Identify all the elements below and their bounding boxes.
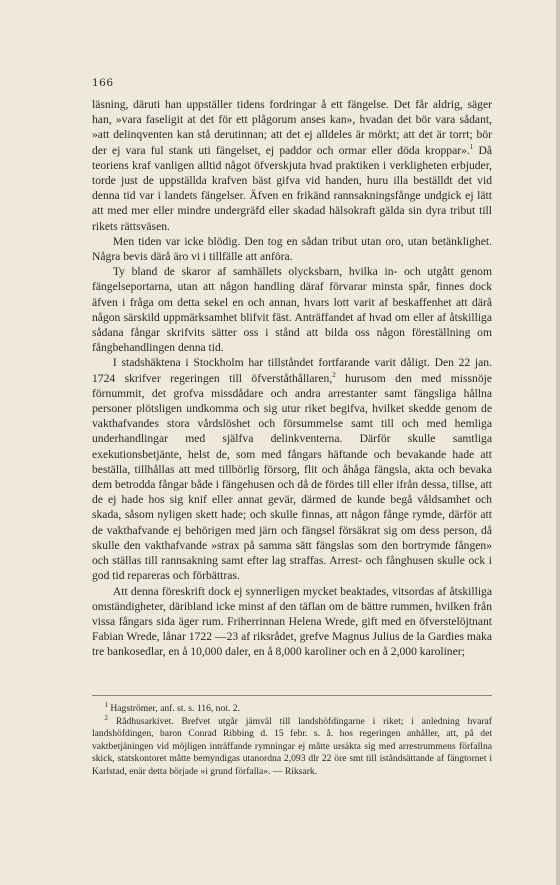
- footnote-1-text: Hagströmer, anf. st. s. 116, not. 2.: [107, 703, 240, 714]
- page-number: 166: [92, 77, 114, 89]
- footnote-divider: [92, 695, 492, 696]
- paragraph-1-continued: Då teoriens kraf vanligen alltid något öfverskjuta hvad praktiken i verkligheten erbjuder, torde just de uppställda krafven bäst gifva vid handen, huru illa beställdt det vid denna tid var i landets fängelser. Äfven en frikänd rannsakningsfånge undgick ej lätt att med mer eller mindre undergräfd eller skadad hälsokraft gälda sin dyra tribut till rikets rättsväsen.: [92, 143, 493, 233]
- footnotes: [92, 700, 492, 779]
- paragraph-2: Men tiden var icke blödig. Den tog en sådan tribut utan oro, utan betänklighet. Några bevis därå äro vi i tillfälle att anföra.: [92, 234, 492, 264]
- paragraph-1-text: läsning, däruti han uppställer tidens fordringar å ett fängelse. Det får aldrig, säger han, »vara faseligit at det för ett plågorum anses kan», hvadan det bör vara sådant, »att delinqventen kan stå derutinnan; att det ej alldeles är mörkt; att det är torrt; bör der ej vara ful stank uti fängelset, ej paddor och ormar eller döda kroppar».: [92, 98, 492, 157]
- paragraph-4: [92, 355, 492, 583]
- paragraph-1: [92, 97, 492, 234]
- paragraph-4-text: I stadshäktena i Stockholm har tillståndet fortfarande varit dåligt. Den 22 jan. 1724 skrifver regeringen till öfverståthållaren,: [92, 356, 492, 385]
- paragraph-4-continued: hurusom den med missnöje förnummit, det grofva missdådare och andra arrestanter samt fängsliga hållna personer plötsligen undkomma och sig utur riket begifva, hvilket skedde genom de vakthafvandes stora vårdslöshet och försummelse samt till och med hemliga underhandlingar med själfva delinkventerna. Därför skulle samtliga exekutionsbetjänte, helst de, som med fångars häftande och bevakande hade att beställa, tillhållas att med tillbörlig försorg, flit och åhåga fängsla, akta och bevaka dem betrodda fångar både i fängehusen och då de fördes till eller ifrån dessa, tillse, att de ej hade hos sig knif eller annat gevär, därmed de kunde begå våldsamhet och skada, såsom nyligen skett hade; och skulle finnas, att någon fånge rymde, därför att de vakthafvande ej behörigen med järn och fängsel försäkrat sig om dess person, då skulle den vakthafvande »strax på samma sätt fängslas som den bortrymde fången» och ställas till rannsakning samt efter lag straffas. Arrest- och fånghusen skulle ock i god tid repareras och förbättras.: [92, 371, 492, 583]
- paragraph-5: Att denna föreskrift dock ej synnerligen mycket beaktades, vitsordas af åtskilliga omständigheter, däribland icke minst af den täflan om de bättre rummen, hvilken från vissa fångars sida äger rum. Friherrinnan Helena Wrede, gift med en öfverstelöjtnant Fabian Wrede, lånar 1722 —23 af riksrådet, grefve Magnus Julius de la Gardies maka tre bankosedlar, en å 10,000 daler, en å 8,000 karoliner och en å 2,000 karoliner;: [92, 584, 492, 659]
- footnote-ref-2: 2: [332, 370, 336, 379]
- footnote-2-text: Rådhusarkivet. Brefvet utgår jämväl till landshöfdingarne i riket; i anledning hvaraf landshöfdingen, baron Conrad Ribbing d. 15 febr. s. å. hos regeringen anhåller, att, på det vaktbetjäningen vid möjligen inträffande rymningar ej måtte ursäkta sig med arrestrummens förfallna skick, statskontoret måtte bemyndigas utanordna 2,093 dlr 22 öre smt till iståndsättande af fängtornet i Karlstad, enär detta började »i grund förfalla». — Riksark.: [92, 715, 492, 777]
- paragraph-3: Ty bland de skaror af samhällets olycksbarn, hvilka in- och utgått genom fängelseportarna, utan att någon handling däraf förvarar minsta spår, finnes dock äfven i fråga om detta sekel en och annan, hvars lott varit af beskaffenhet att därå någon särskild uppmärksamhet blifvit fäst. Anträffandet af hvad om eller af åtskilliga sådana fångar skrifvits sätter oss i stånd att bilda oss någon föreställning om fångbehandlingen denna tid.: [92, 265, 492, 355]
- footnote-1-mark: 1: [104, 700, 108, 709]
- footnote-1: [92, 700, 492, 716]
- footnote-ref-1: 1: [469, 142, 474, 151]
- body-text: [92, 97, 492, 660]
- footnote-2: [92, 713, 492, 779]
- footnote-2-mark: 2: [104, 713, 108, 722]
